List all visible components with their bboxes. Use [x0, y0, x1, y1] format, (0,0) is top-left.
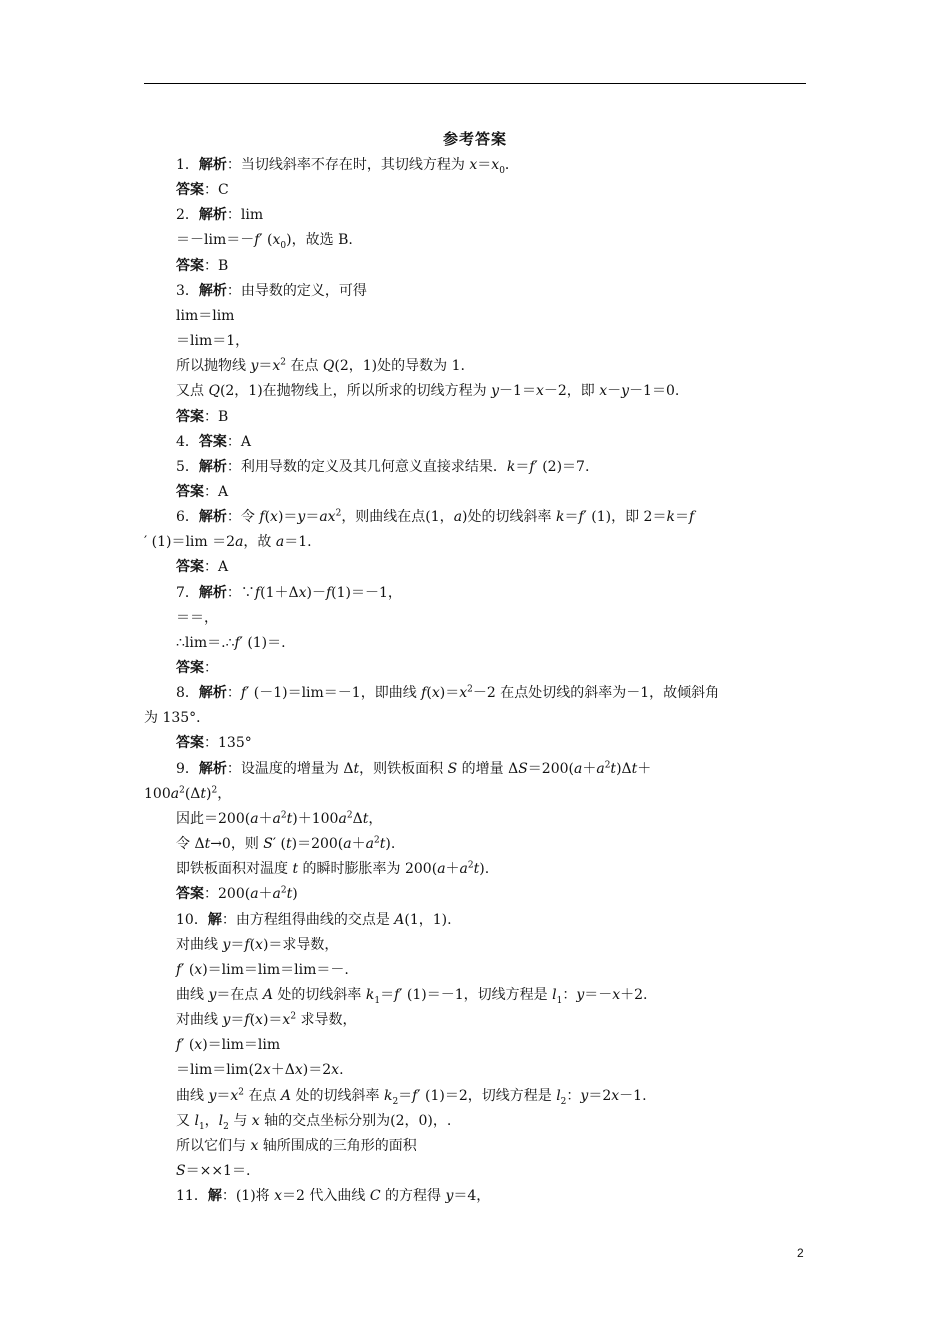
answer-line: 5．解析：利用导数的定义及其几何意义直接求结果．k＝f′ (2)＝7. [176, 458, 590, 475]
answer-line: 7．解析：∵f(1＋Δx)－f(1)＝－1， [176, 584, 402, 601]
answer-line: 9．解析：设温度的增量为 Δt，则铁板面积 S 的增量 $\Delta S=200(a+a^2t)\Delta t+$ [176, 759, 652, 777]
answer-line: 11．解：(1)将 x＝2 代入曲线 C 的方程得 y＝4， [176, 1188, 491, 1205]
page-number: 2 [797, 1246, 804, 1260]
answer-line: 曲线 y＝在点 A 处的切线斜率 $k_1=f'$ (1)＝－1，切线方程是 $l_1$：y＝－x＋2. [176, 986, 648, 1006]
answer-line: 10．解：由方程组得曲线的交点是 A(1，1). [176, 911, 452, 928]
answer-line: 答案：A [176, 559, 229, 576]
answer-line: 对曲线 $y=f(x)=x^2$ 求导数， [176, 1011, 357, 1029]
answer-line: 因此$=200(a+a^2t)+100a^2\Delta t$， [176, 810, 383, 827]
answer-line: 2．解析：lim [176, 207, 264, 224]
answer-line: 曲线 $y=x^2$ 在点 A 处的切线斜率 $k_2=f'$ (1)＝2，切线方程是 $l_2$：y＝2x－1. [176, 1086, 647, 1107]
answer-line: ∴lim＝.∴f′ (1)＝. [176, 634, 286, 651]
answer-line: 8．解析：f′ (－1)＝lim＝－1，即曲线 $f(x)=x^2-2$ 在点处切线的斜率为－1，故倾斜角 [176, 684, 720, 702]
answer-line: ＝lim＝lim(2x＋Δx)＝2x. [176, 1062, 344, 1079]
answer-line: 6．解析：令 $f(x)=y=ax^2$，则曲线在点(1，a)处的切线斜率 k＝f′ (1)，即 2＝k＝f [176, 508, 695, 526]
answer-line: 答案：B [176, 257, 229, 274]
answer-line: f′ (x)＝lim＝lim＝lim＝－. [176, 961, 349, 978]
answer-line: 即铁板面积对温度 t 的瞬时膨胀率为 $200(a+a^2t)$. [176, 860, 490, 878]
answer-line: S＝××1＝. [176, 1163, 251, 1179]
answer-line: 答案：A [176, 483, 229, 500]
answer-line: 4．答案：A [176, 433, 252, 450]
answer-line: $100a^2(\Delta t)^2$， [144, 785, 232, 802]
answer-line: ′ (1)＝lim ＝2a，故 a＝1. [144, 534, 312, 551]
answer-line: f′ (x)＝lim＝lim [176, 1037, 281, 1054]
answer-line: 为 135°． [144, 710, 211, 727]
header-rule [144, 83, 806, 84]
answer-line: 答案：B [176, 408, 229, 425]
page-title: 参考答案 [442, 130, 507, 148]
answer-line: 1．解析：当切线斜率不存在时，其切线方程为 $x=x_0$． [176, 157, 519, 176]
answer-line: 答案：135° [176, 735, 252, 752]
answer-line: 所以抛物线 $y=x^2$ 在点 Q(2，1)处的导数为 1. [176, 357, 465, 375]
answer-line: 所以它们与 x 轴所围成的三角形的面积 [176, 1137, 417, 1154]
answer-line: 令 Δt→0，则 S′ $(t)=200(a+a^2t)$. [176, 835, 396, 853]
answer-line: 答案：$200(a+a^2t)$ [176, 885, 298, 903]
answer-line: ＝－lim＝－f′ $(x_0)$，故选 B. [176, 232, 353, 252]
answer-line: 对曲线 y＝f(x)＝求导数， [176, 936, 339, 953]
answer-line: 答案： [176, 660, 218, 676]
answer-line: 又 $l_1$，$l_2$ 与 x 轴的交点坐标分别为(2，0)，. [176, 1112, 452, 1132]
answer-line: 答案：C [176, 182, 229, 199]
answer-line: 又点 Q(2，1)在抛物线上，所以所求的切线方程为 y－1＝x－2，即 x－y－1＝0. [176, 383, 680, 400]
answer-line: ＝＝， [176, 609, 218, 626]
answer-line: 3．解析：由导数的定义，可得 [176, 282, 367, 299]
answer-line: lim＝lim [176, 307, 235, 324]
answer-line: ＝lim＝1， [176, 333, 250, 350]
